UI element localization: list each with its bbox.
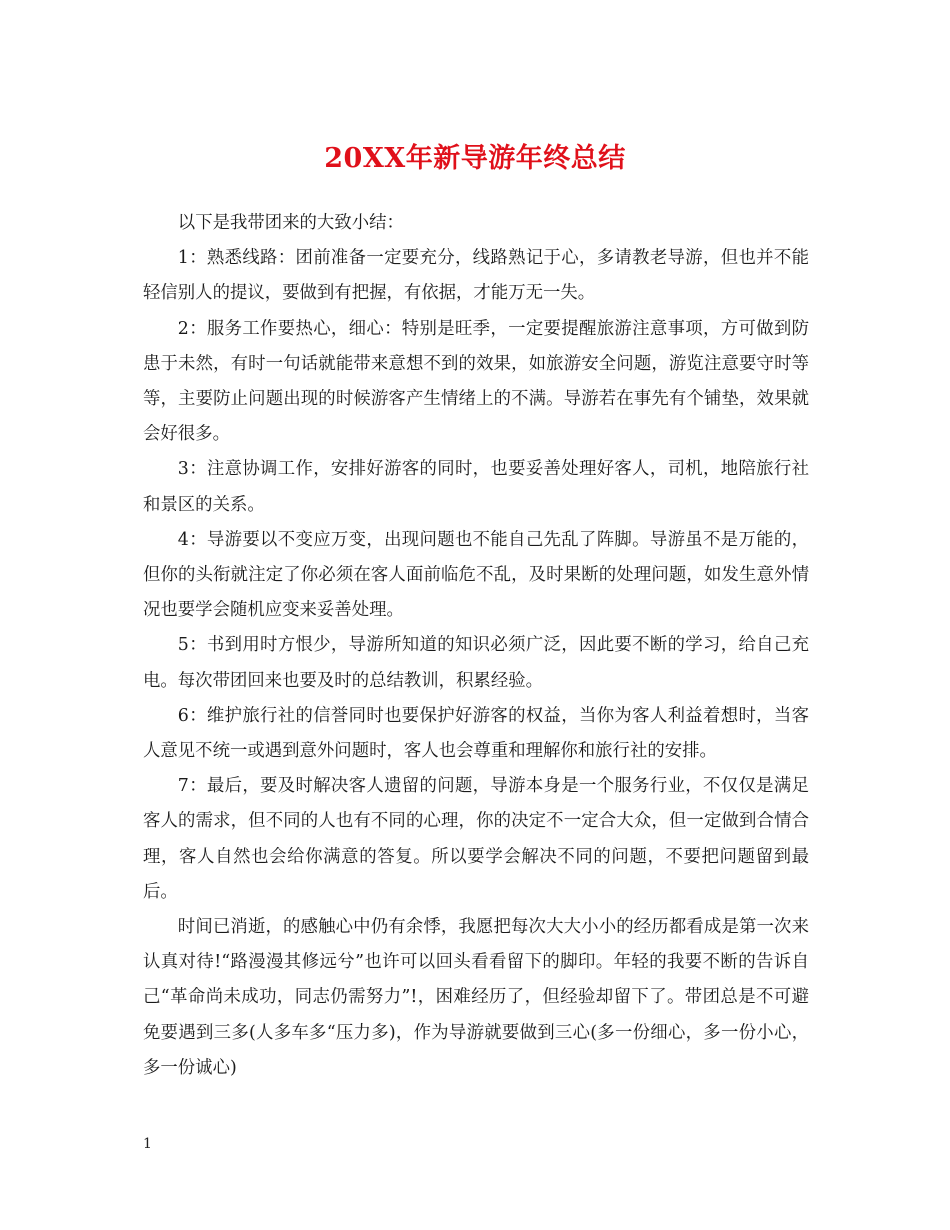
document-body xyxy=(143,206,809,1086)
paragraph-item-5: 5：书到用时方恨少，导游所知道的知识必须广泛，因此要不断的学习，给自己充电。每次带团回来也要及时的总结教训，积累经验。 xyxy=(143,635,809,691)
document-title: 20XX年新导游年终总结 xyxy=(324,143,626,174)
paragraph-conclusion: 时间已消逝，的感触心中仍有余悸，我愿把每次大大小小的经历都看成是第一次来认真对待!“路漫漫其修远兮”也许可以回头看看留下的脚印。年轻的我要不断的告诉自己“革命尚未成功，同志仍需努力”!，困难经历了，但经验却留下了。带团总是不可避免要遇到三多(人多车多“压力多)，作为导游就要做到三心(多一份细心，多一份小心，多一份诚心) xyxy=(143,917,809,1078)
paragraph-item-7: 7：最后，要及时解决客人遗留的问题，导游本身是一个服务行业，不仅仅是满足客人的需求，但不同的人也有不同的心理，你的决定不一定合大众，但一定做到合情合理，客人自然也会给你满意的答复。所以要学会解决不同的问题，不要把问题留到最后。 xyxy=(143,776,809,902)
paragraph-item-3: 3：注意协调工作，安排好游客的同时，也要妥善处理好客人，司机，地陪旅行社和景区的关系。 xyxy=(143,459,809,515)
paragraph-item-6: 6：维护旅行社的信誉同时也要保护好游客的权益，当你为客人利益着想时，当客人意见不统一或遇到意外问题时，客人也会尊重和理解你和旅行社的安排。 xyxy=(143,705,809,762)
paragraph-item-1: 1：熟悉线路：团前准备一定要充分，线路熟记于心，多请教老导游，但也并不能轻信别人的提议，要做到有把握，有依据，才能万无一失。 xyxy=(143,248,809,304)
page-number: 1 xyxy=(143,1136,152,1152)
paragraph-intro: 以下是我带团来的大致小结： xyxy=(177,213,404,233)
paragraph-item-2: 2：服务工作要热心，细心：特别是旺季，一定要提醒旅游注意事项，方可做到防患于未然，有时一句话就能带来意想不到的效果，如旅游安全问题，游览注意要守时等等，主要防止问题出现的时候游客产生情绪上的不满。导游若在事先有个铺垫，效果就会好很多。 xyxy=(143,318,809,445)
paragraph-item-4: 4：导游要以不变应万变，出现问题也不能自己先乱了阵脚。导游虽不是万能的，但你的头衔就注定了你必须在客人面前临危不乱，及时果断的处理问题，如发生意外情况也要学会随机应变来妥善处理。 xyxy=(143,529,809,621)
